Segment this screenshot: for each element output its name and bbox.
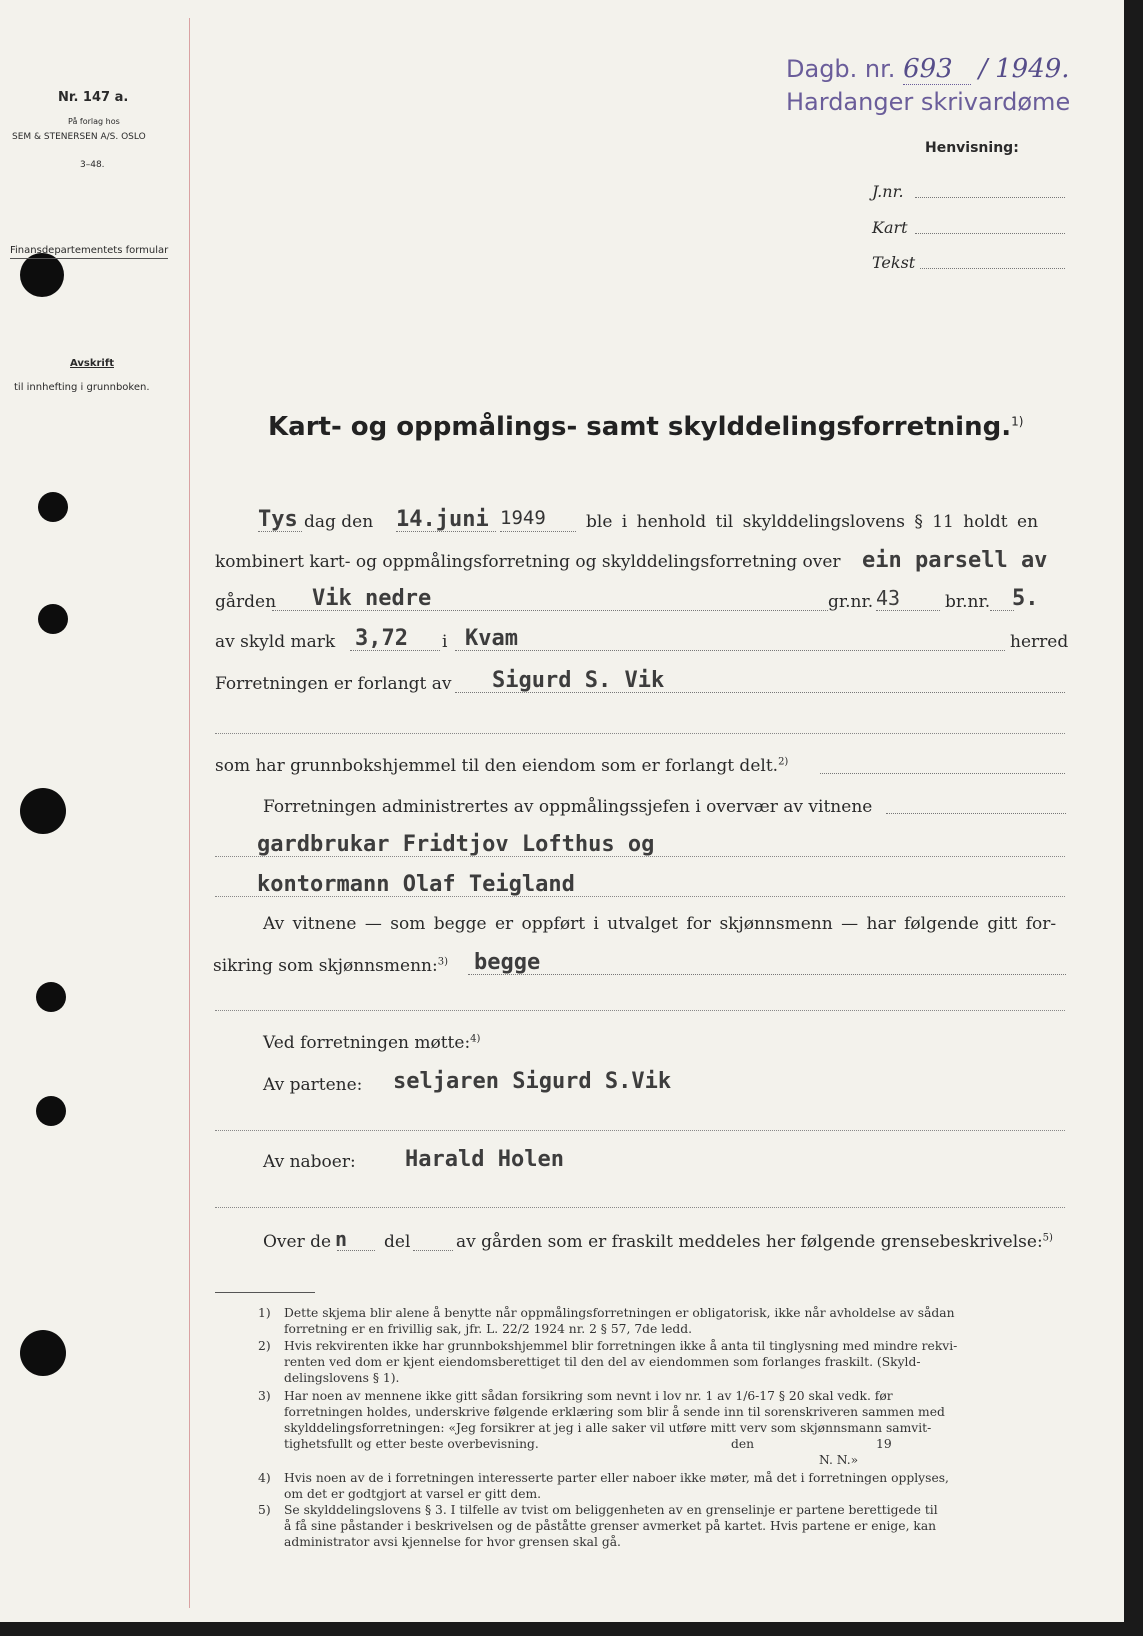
footnote-number: 2)	[258, 1339, 271, 1353]
reference-tekst-line	[920, 268, 1065, 269]
brnr-label: br.nr.	[945, 592, 991, 612]
footnote-sign: N. N.»	[819, 1453, 859, 1467]
reference-heading: Henvisning:	[925, 140, 1019, 156]
parcel-value: ein parsell av	[862, 548, 1048, 573]
grnr-label: gr.nr.	[828, 592, 874, 612]
reference-tekst-label: Tekst	[872, 253, 916, 272]
witness-line-1	[215, 856, 1065, 857]
footnotes	[258, 1305, 1068, 1565]
grnr-value: 43	[876, 586, 901, 610]
dagb-year: 1949.	[995, 54, 1070, 84]
footnote-number: 1)	[258, 1306, 271, 1320]
footnote-number: 3)	[258, 1389, 271, 1403]
skyld-value: 3,72	[355, 626, 408, 651]
office-stamp: Hardanger skrivardøme	[786, 88, 1071, 116]
reference-kart-line	[915, 233, 1065, 234]
dagb-stamp	[786, 54, 1070, 85]
line2-text: kombinert kart- og oppmålingsforretning og skylddelingsforretning over	[215, 552, 841, 572]
admin-text: Forretningen administrertes av oppmålingssjefen i overvær av vitnene	[263, 797, 873, 817]
vitne-line-extra	[215, 1010, 1065, 1011]
over-fill: n	[335, 1227, 348, 1251]
form-number: Nr. 147 a.	[58, 90, 129, 105]
over-footnote-ref: 5)	[1042, 1232, 1053, 1244]
footnote-number: 4)	[258, 1471, 271, 1485]
punch-hole	[36, 982, 66, 1012]
footnote-separator	[215, 1292, 315, 1293]
brnr-line	[990, 610, 1014, 611]
date-line	[396, 531, 496, 532]
vitne-answer: begge	[474, 950, 541, 975]
printer-line-1: På forlag hos	[68, 117, 120, 126]
municipality-line	[455, 650, 1005, 651]
over-label: Over de	[263, 1232, 332, 1252]
footnote-line: forretning er en frivillig sak, jfr. L. 22/2 1924 nr. 2 § 57, 7de ledd.	[284, 1322, 693, 1336]
grnr-line	[876, 610, 940, 611]
punch-hole	[20, 1330, 66, 1376]
hjemmel-text	[215, 756, 788, 776]
naboer-line	[215, 1207, 1065, 1208]
vitne-line-2	[213, 956, 448, 976]
punch-hole	[38, 492, 68, 522]
admin-line	[886, 813, 1066, 814]
del-line	[413, 1250, 453, 1251]
witness-line-2	[215, 896, 1065, 897]
year-line	[500, 531, 576, 532]
punch-hole	[38, 604, 68, 634]
footnote-line: forretningen holdes, underskrive følgende erklæring som blir å sende inn til sorenskriveren sammen med	[284, 1405, 945, 1419]
del-label: del	[384, 1232, 411, 1252]
witness-2: kontormann Olaf Teigland	[257, 872, 575, 897]
printer-line-2: SEM & STENERSEN A/S. OSLO	[12, 132, 146, 142]
requested-label: Forretningen er forlangt av	[215, 674, 452, 694]
hjemmel-label: som har grunnbokshjemmel til den eiendom som er forlangt delt.	[215, 756, 779, 776]
footnote-line: Dette skjema blir alene å benytte når oppmålingsforretningen er obligatorisk, ikke når avholdelse av sådan	[284, 1306, 955, 1320]
punch-hole	[20, 253, 64, 297]
title-footnote-ref: 1)	[1011, 414, 1024, 429]
dagb-number: 693	[903, 54, 971, 85]
date-value: 14.juni	[396, 507, 489, 532]
document-title-text: Kart- og oppmålings- samt skylddelingsforretning.	[268, 412, 1012, 442]
over-line	[337, 1250, 375, 1251]
partene-value: seljaren Sigurd S.Vik	[393, 1069, 672, 1094]
over-rest-text: av gården som er fraskilt meddeles her følgende grensebeskrivelse:	[456, 1232, 1043, 1252]
footnote-line: Se skylddelingslovens § 3. I tilfelle av tvist om beliggenheten av en grenselinje er partene berettigede til	[284, 1503, 938, 1517]
day-value: Tys	[258, 507, 298, 532]
year-value: 1949	[500, 507, 546, 529]
garden-label: gården	[215, 592, 277, 612]
copy-label: Avskrift	[70, 358, 114, 369]
vitne-line	[468, 974, 1066, 975]
mott-text	[263, 1033, 480, 1053]
reference-jnr-line	[915, 197, 1065, 198]
vitne-footnote-ref: 3)	[437, 956, 448, 968]
footnote-line: Hvis noen av de i forretningen interesserte parter eller naboer ikke møter, må det i forretningen opplyses,	[284, 1471, 949, 1485]
punch-hole	[36, 1096, 66, 1126]
mott-label: Ved forretningen møtte:	[263, 1033, 471, 1053]
punch-hole	[20, 788, 66, 834]
footnote-line	[284, 1436, 1064, 1452]
dagb-label: Dagb. nr.	[786, 55, 896, 83]
partene-line	[215, 1130, 1065, 1131]
naboer-label: Av naboer:	[263, 1152, 356, 1172]
ministry-form-label: Finansdepartementets formular	[10, 245, 168, 259]
i-label: i	[442, 632, 448, 652]
day-line	[258, 531, 302, 532]
hjemmel-footnote-ref: 2)	[778, 756, 789, 768]
municipality-value: Kvam	[465, 626, 518, 651]
footnote-year: 19	[876, 1437, 892, 1451]
over-rest	[456, 1232, 1053, 1252]
partene-label: Av partene:	[263, 1075, 363, 1095]
mott-footnote-ref: 4)	[470, 1033, 481, 1045]
brnr-value: 5.	[1012, 586, 1039, 611]
reference-jnr-label: J.nr.	[872, 182, 904, 201]
farm-value: Vik nedre	[312, 586, 432, 611]
footnote-line: administrator avsi kjennelse for hvor grensen skal gå.	[284, 1535, 621, 1549]
printer-date: 3–48.	[80, 160, 105, 170]
vitne-label: sikring som skjønnsmenn:	[213, 956, 438, 976]
margin-line	[189, 18, 190, 1608]
farm-line	[272, 610, 828, 611]
herred-label: herred	[1010, 632, 1069, 652]
footnote-line: skylddelingsforretningen: «Jeg forsikrer at jeg i alle saker vil utføre mitt verv som skjønnsmann samvit-	[284, 1421, 932, 1435]
copy-subtitle: til innhefting i grunnboken.	[14, 382, 150, 393]
requested-line-2	[215, 733, 1065, 734]
requested-line	[455, 692, 1065, 693]
requested-by-value: Sigurd S. Vik	[492, 668, 665, 693]
vitne-line-1: Av vitnene — som begge er oppført i utvalget for skjønnsmenn — har følgende gitt for-	[263, 914, 1057, 934]
footnote-line: å få sine påstander i beskrivelsen og de påståtte grenser avmerket på kartet. Hvis partene er enige, kan	[284, 1519, 937, 1533]
naboer-value: Harald Holen	[405, 1147, 564, 1172]
footnote-line: om det er godtgjort at varsel er gitt dem.	[284, 1487, 542, 1501]
document-title	[268, 412, 1023, 442]
footnote-line: renten ved dom er kjent eiendomsberettiget til den del av eiendommen som forlanges fraskilt. (Skyld-	[284, 1355, 921, 1369]
witness-1: gardbrukar Fridtjov Lofthus og	[257, 832, 655, 857]
hjemmel-line	[820, 773, 1065, 774]
skyld-line	[350, 650, 440, 651]
footnote-line: Hvis rekvirenten ikke har grunnbokshjemmel blir forretningen ikke å anta til tinglysning med mindre rekvi-	[284, 1339, 958, 1353]
footnote-den: den	[731, 1437, 755, 1451]
footnote-line	[284, 1452, 1064, 1468]
footnote-number: 5)	[258, 1503, 271, 1517]
line1-rest: ble i henhold til skylddelingslovens § 11 holdt en	[586, 512, 1039, 532]
footnote-line: delingslovens § 1).	[284, 1371, 400, 1385]
dag-den-label: dag den	[304, 512, 374, 532]
reference-kart-label: Kart	[872, 218, 908, 237]
footnote-line: Har noen av mennene ikke gitt sådan forsikring som nevnt i lov nr. 1 av 1/6-17 § 20 skal vedk. før	[284, 1389, 893, 1403]
dagb-separator: /	[978, 54, 988, 84]
footnote-line-text: tighetsfullt og etter beste overbevisning.	[284, 1437, 539, 1451]
skyld-label: av skyld mark	[215, 632, 336, 652]
